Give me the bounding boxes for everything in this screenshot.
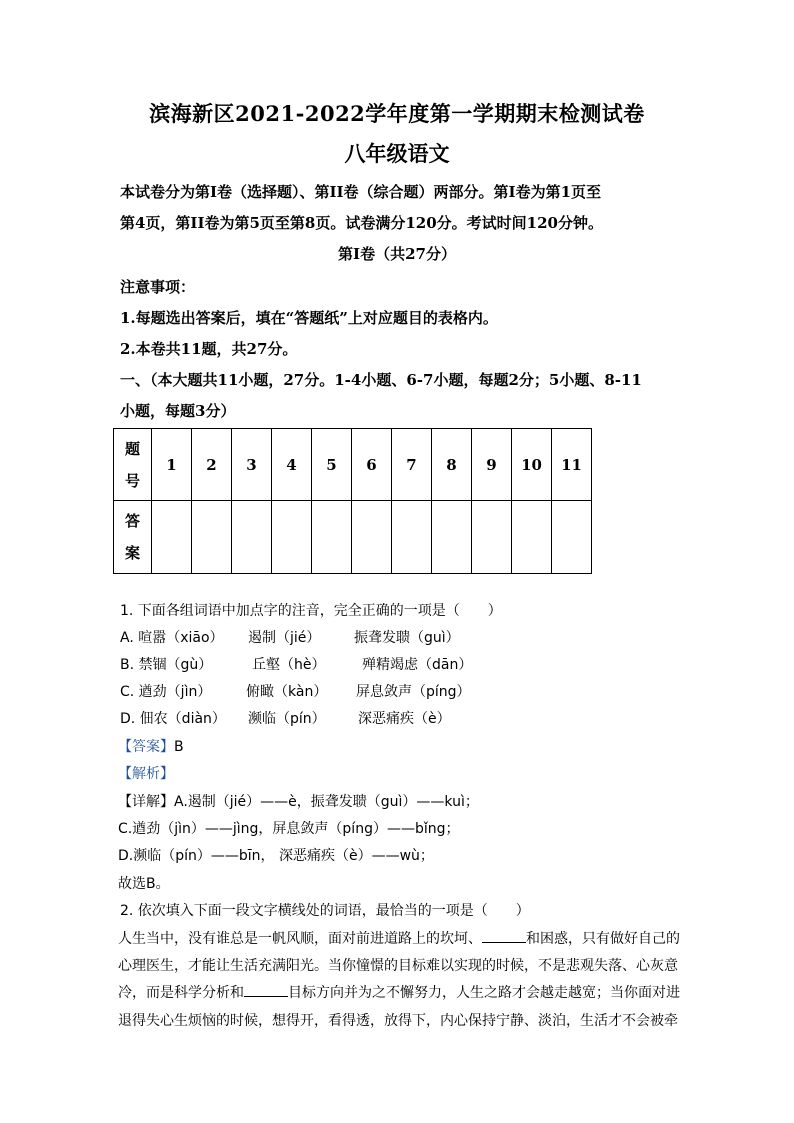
number-cell: 8 xyxy=(432,429,472,501)
detail-line-1: 【详解】A.遏制（jié）——è，振聋发聩（guì）——kuì； xyxy=(118,794,479,810)
answer-row xyxy=(114,501,592,574)
note-2: 2.本卷共11题，共27分。 xyxy=(120,340,298,358)
q1-stem: 1. 下面各组词语中加点字的注音，完全正确的一项是（ ） xyxy=(120,603,502,619)
number-cell: 11 xyxy=(552,429,592,501)
exam-title: 滨海新区2021-2022学年度第一学期期末检测试卷 xyxy=(149,101,645,126)
number-row-header: 题 号 xyxy=(114,429,152,501)
note-1: 1.每题选出答案后，填在“答题纸”上对应题目的表格内。 xyxy=(120,309,498,327)
q1-option-a-3: 振聋发聩（guì） xyxy=(354,630,460,646)
answer-cell xyxy=(552,501,592,574)
notes-heading: 注意事项： xyxy=(120,278,196,296)
answer-value: B xyxy=(174,739,184,755)
q2-passage-line-2: 心理医生，才能让生活充满阳光。当你憧憬的目标难以实现的时候，不是悲观失落、心灰意 xyxy=(118,958,678,974)
part-one-line-1: 一、（本大题共11小题，27分。1-4小题、6-7小题，每题2分；5小题、8-11 xyxy=(120,371,642,389)
number-cell: 5 xyxy=(312,429,352,501)
intro-line-1: 本试卷分为第I卷（选择题）、第II卷（综合题）两部分。第I卷为第1页至 xyxy=(120,183,602,201)
q1-option-d-3: 深恶痛疾（è） xyxy=(358,711,451,727)
answer-cell xyxy=(192,501,232,574)
detail-line-3: D.濒临（pín）——bīn， 深恶痛疾（è）——wù； xyxy=(118,848,434,864)
q1-option-c-3: 屏息敛声（píng） xyxy=(356,684,471,700)
detail-label: 【详解】 xyxy=(118,794,174,810)
fill-blank xyxy=(244,982,288,997)
q2-stem: 2. 依次填入下面一段文字横线处的词语，最恰当的一项是（ ） xyxy=(120,903,530,919)
answer-cell xyxy=(472,501,512,574)
answer-row-header: 答 案 xyxy=(114,501,152,574)
q1-option-a-2: 遏制（jié） xyxy=(248,630,321,646)
q1-option-a-1: A. 喧嚣（xiāo） xyxy=(120,630,224,646)
exam-subtitle: 八年级语文 xyxy=(344,141,450,166)
answer-cell xyxy=(432,501,472,574)
section-title: 第I卷（共27分） xyxy=(338,245,456,263)
number-cell: 4 xyxy=(272,429,312,501)
q1-option-c-2: 俯瞰（kàn） xyxy=(246,684,328,700)
intro-line-2: 第4页，第II卷为第5页至第8页。试卷满分120分。考试时间120分钟。 xyxy=(120,214,603,232)
answer-table xyxy=(113,428,592,574)
answer-label: 【答案】 xyxy=(118,739,174,755)
q1-option-b-2: 丘壑（hè） xyxy=(252,657,326,673)
number-cell: 10 xyxy=(512,429,552,501)
detail-line-2: C.遒劲（jìn）——jìng，屏息敛声（píng）——bǐng； xyxy=(118,821,460,837)
q1-option-c-1: C. 遒劲（jìn） xyxy=(120,684,212,700)
q1-option-b-3: 殚精竭虑（dān） xyxy=(362,657,473,673)
answer-cell xyxy=(392,501,432,574)
q2-passage-line-3: 冷，而是科学分析和 目标方向并为之不懈努力，人生之路才会越走越宽；当你面对进 xyxy=(118,982,680,1002)
number-row xyxy=(114,429,592,501)
part-one-line-2: 小题，每题3分） xyxy=(120,402,236,420)
detail-line-4: 故选B。 xyxy=(118,876,170,892)
q1-option-b-1: B. 禁锢（gù） xyxy=(120,657,213,673)
q1-option-d-1: D. 佃农（diàn） xyxy=(120,711,226,727)
number-cell: 7 xyxy=(392,429,432,501)
fill-blank xyxy=(482,928,526,943)
answer-cell xyxy=(312,501,352,574)
number-cell: 1 xyxy=(152,429,192,501)
answer-cell xyxy=(232,501,272,574)
q2-passage-line-4: 退得失心生烦恼的时候，想得开，看得透，放得下，内心保持宁静、淡泊，生活才不会被牵 xyxy=(118,1013,678,1029)
q1-answer xyxy=(118,736,184,756)
analysis-label: 【解析】 xyxy=(118,766,174,782)
q1-option-d-2: 濒临（pín） xyxy=(248,711,326,727)
answer-cell xyxy=(152,501,192,574)
answer-cell xyxy=(352,501,392,574)
answer-cell xyxy=(272,501,312,574)
q2-passage-line-1: 人生当中，没有谁总是一帆风顺，面对前进道路上的坎坷、 和困惑，只有做好自己的 xyxy=(118,928,680,948)
number-cell: 9 xyxy=(472,429,512,501)
answer-cell xyxy=(512,501,552,574)
number-cell: 6 xyxy=(352,429,392,501)
number-cell: 3 xyxy=(232,429,272,501)
number-cell: 2 xyxy=(192,429,232,501)
